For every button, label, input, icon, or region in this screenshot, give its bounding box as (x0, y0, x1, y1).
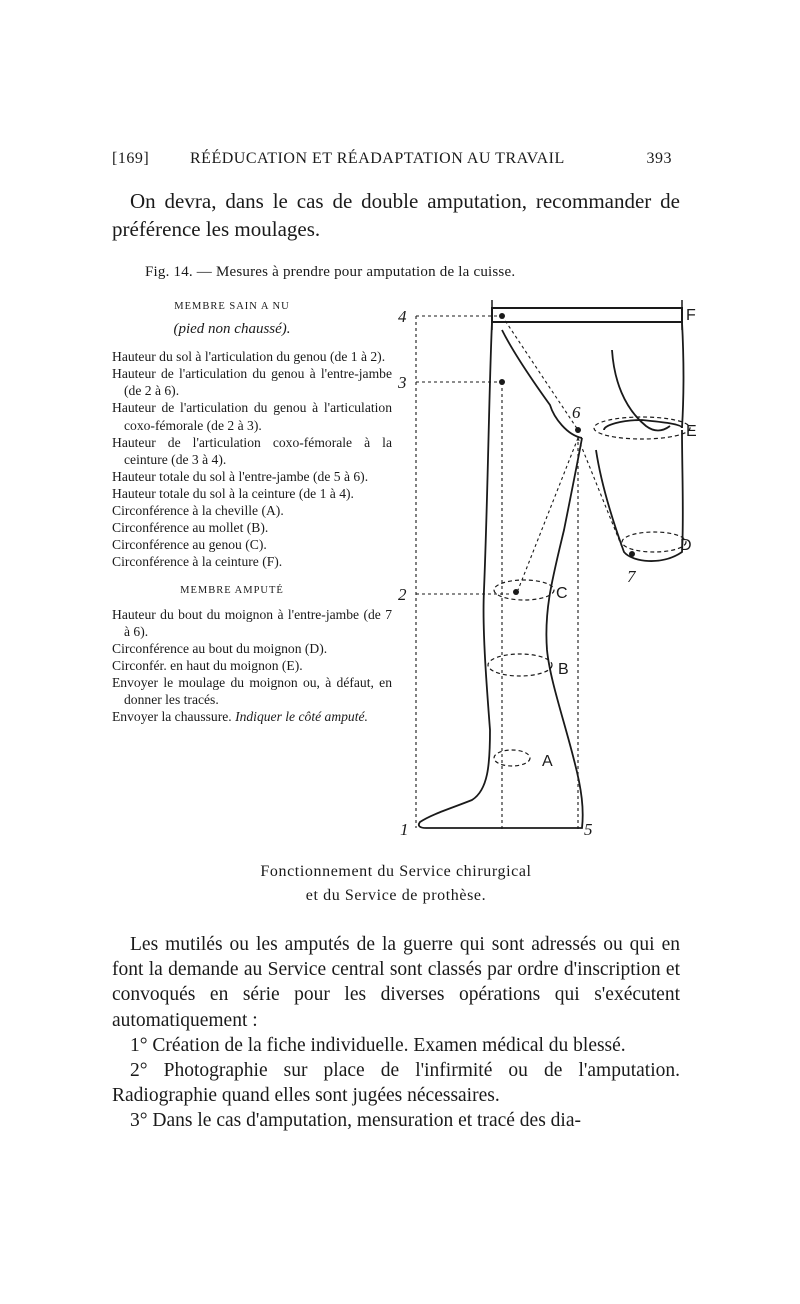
waistband (492, 300, 682, 330)
ring-A (494, 750, 530, 766)
point-label-6: 6 (572, 403, 581, 422)
ring-B (488, 654, 552, 676)
legend-item: Hauteur de l'articulation du genou à l'articulation coxo-fémorale (de 2 à 3). (112, 400, 392, 433)
body-paragraph: 3° Dans le cas d'amputation, mensuration et tracé des dia- (130, 1110, 581, 1132)
ring-label-E: E (686, 423, 697, 440)
point-label-3: 3 (398, 373, 407, 392)
ring-label-B: B (558, 661, 569, 678)
intro-paragraph (112, 187, 680, 243)
ring-D (622, 532, 686, 552)
section-heading (112, 860, 680, 908)
ring-label-A: A (542, 753, 553, 770)
legend-item: Circonférence à la cheville (A). (112, 503, 284, 519)
page-number: 393 (646, 150, 672, 167)
ring-C (494, 580, 554, 600)
ring-label-F: F (686, 307, 696, 324)
legend-item: Hauteur de l'articulation du genou à l'entre-jambe (de 2 à 6). (112, 366, 392, 399)
amputated-limb-list (112, 606, 392, 726)
legend-item-text: Envoyer la chaussure. (112, 709, 232, 725)
point-label-5: 5 (584, 820, 593, 839)
legend-item: Circonfér. en haut du moignon (E). (112, 657, 303, 673)
legend-item: Envoyer le moulage du moignon ou, à défaut, en donner les tracés. (112, 674, 392, 707)
section-marker: [169] (112, 150, 150, 167)
amputated-limb-title: MEMBRE AMPUTÉ (180, 585, 284, 597)
legend-note: Indiquer le côté amputé. (235, 709, 368, 725)
sound-limb-subtitle: (pied non chaussé). (173, 321, 291, 338)
figure-legend (112, 298, 392, 725)
legend-item: Hauteur totale du sol à l'entre-jambe (de 5 à 6). (112, 468, 369, 484)
figure-caption: Fig. 14. — Mesures à prendre pour amputation de la cuisse. (145, 264, 516, 280)
ring-label-D: D (680, 537, 692, 554)
legend-item: Hauteur totale du sol à la ceinture (de 1 à 4). (112, 485, 354, 501)
sound-limb-title: MEMBRE SAIN A NU (174, 301, 290, 312)
section-heading-line1: Fonctionnement du Service chirurgical (260, 863, 532, 880)
measurement-guides (416, 316, 624, 830)
legend-item: Circonférence au mollet (B). (112, 520, 269, 536)
running-title: RÉÉDUCATION ET RÉADAPTATION AU TRAVAIL (190, 150, 565, 167)
point-label-2: 2 (398, 585, 407, 604)
section-heading-line2: et du Service de prothèse. (305, 887, 487, 904)
legend-item: Hauteur du sol à l'articulation du genou (de 1 à 2). (112, 349, 386, 365)
body-paragraph: 2° Photographie sur place de l'infirmité ou de l'amputation. Radiographie quand elles sont jugées nécessaires. (112, 1060, 680, 1107)
running-head (112, 150, 680, 174)
point-label-4: 4 (398, 307, 407, 326)
stump-outline (596, 322, 684, 561)
body-paragraph: 1° Création de la fiche individuelle. Examen médical du blessé. (130, 1034, 626, 1056)
intro-text: On devra, dans le cas de double amputation, recommander de préférence les moulages. (112, 189, 680, 241)
leg-measurement-diagram (392, 290, 712, 850)
point-label-1: 1 (400, 820, 409, 839)
legend-item: Hauteur de l'articulation coxo-fémorale à la ceinture (de 3 à 4). (112, 434, 392, 467)
legend-item: Circonférence à la ceinture (F). (112, 554, 283, 570)
legend-item: Hauteur du bout du moignon à l'entre-jambe (de 7 à 6). (112, 606, 392, 639)
legend-item: Circonférence au genou (C). (112, 537, 267, 553)
anatomical-points (499, 313, 635, 595)
body-paragraph: Les mutilés ou les amputés de la guerre qui sont adressés ou qui en font la demande au Service central sont classés par ordre d'inscription et convoqués en série pour les diverses opérations qui s'exécutent automatiquement : (112, 934, 680, 1031)
point-label-7: 7 (627, 567, 636, 586)
body-text (112, 932, 680, 1134)
legend-item: Circonférence au bout du moignon (D). (112, 640, 328, 656)
legend-item-last (112, 708, 392, 725)
sound-limb-list (112, 348, 392, 570)
ring-label-C: C (556, 585, 568, 602)
